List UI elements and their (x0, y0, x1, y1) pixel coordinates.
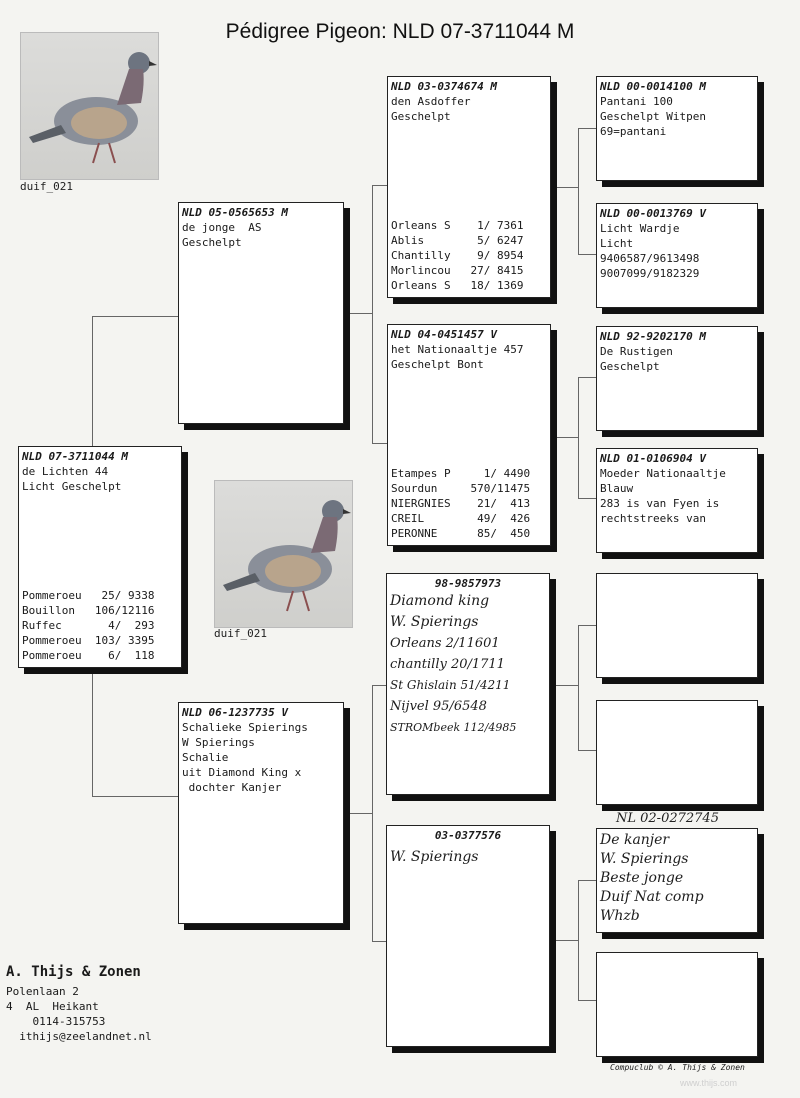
race-results (391, 466, 547, 541)
handwritten-line: Duif Nat comp (600, 889, 704, 905)
connector-line (92, 796, 179, 797)
card-line: Licht (600, 237, 634, 250)
pigeon-photo-top (20, 32, 159, 180)
handwritten-line: St Ghislain 51/4211 (390, 678, 511, 692)
connector-line (578, 377, 597, 378)
ring-number: NLD 00-0014100 M (600, 80, 706, 93)
connector-line (578, 625, 579, 750)
connector-line (372, 185, 388, 186)
breeder-line: 4 AL Heikant (6, 1000, 99, 1013)
handwritten-line: Nijvel 95/6548 (390, 699, 487, 714)
pigeon-photo-mid (214, 480, 353, 628)
ring-number: NLD 06-1237735 V (182, 706, 288, 719)
connector-line (578, 128, 579, 254)
ring-number: 03-0377576 (434, 829, 502, 842)
card-line: Geschelpt (600, 360, 660, 373)
watermark: www.thijs.com (680, 1078, 738, 1088)
card-line: De Rustigen (600, 345, 673, 358)
connector-line (92, 668, 93, 796)
dam-card[interactable] (178, 702, 344, 924)
race-results (391, 218, 547, 293)
dam-dam-sire-card[interactable] (596, 828, 758, 933)
connector-line (578, 498, 597, 499)
card-line: den Asdoffer (391, 95, 471, 108)
race-result: Pommeroeu 25/ 9338 (22, 589, 155, 602)
page-title: Pédigree Pigeon: NLD 07-3711044 M (225, 20, 575, 43)
card-line: Blauw (600, 482, 634, 495)
card-line: 9406587/9613498 (600, 252, 700, 265)
sire-sire-sire-card[interactable] (596, 76, 758, 181)
card-line: de jonge AS (182, 221, 262, 234)
photo-caption-top: duif_021 (20, 180, 73, 193)
handwritten-line: Diamond king (390, 593, 490, 609)
race-result: Morlincou 27/ 8415 (391, 264, 524, 277)
dam-sire-sire-card[interactable] (596, 573, 758, 678)
dam-dam-dam-card[interactable] (596, 952, 758, 1057)
breeder-line: 0114-315753 (6, 1015, 106, 1028)
pigeon-illustration (21, 33, 158, 179)
connector-line (552, 940, 578, 941)
card-line: W Spierings (182, 736, 255, 749)
race-result: Pommeroeu 6/ 118 (22, 649, 155, 662)
breeder-line: Polenlaan 2 (6, 985, 79, 998)
connector-line (578, 880, 597, 881)
ring-number: NLD 00-0013769 V (600, 207, 706, 220)
ring-number: NLD 03-0374674 M (391, 80, 497, 93)
card-line: Licht Wardje (600, 222, 680, 235)
card-line: Geschelpt (391, 110, 451, 123)
connector-line (578, 128, 597, 129)
connector-line (578, 880, 579, 1000)
card-line: Schalie (182, 751, 229, 764)
connector-line (372, 685, 373, 941)
connector-line (552, 437, 578, 438)
race-result: Etampes P 1/ 4490 (391, 467, 531, 480)
card-line: Geschelpt Bont (391, 358, 484, 371)
dam-dam-card[interactable] (386, 825, 550, 1047)
card-line: 69=pantani (600, 125, 667, 138)
connector-line (578, 377, 579, 498)
race-result: Sourdun 570/11475 (391, 482, 531, 495)
handwritten-line: W. Spierings (390, 849, 479, 865)
footer-credit: Compuclub © A. Thijs & Zonen (610, 1063, 745, 1072)
card-line: uit Diamond King x (182, 766, 302, 779)
race-result: PERONNE 85/ 450 (391, 527, 531, 540)
handwritten-line: W. Spierings (600, 851, 689, 867)
handwritten-line: chantilly 20/1711 (390, 657, 505, 672)
card-line: Schalieke Spierings (182, 721, 308, 734)
race-result: Orleans S 1/ 7361 (391, 219, 524, 232)
sire-dam-sire-card[interactable] (596, 326, 758, 431)
connector-line (578, 750, 597, 751)
card-line: 283 is van Fyen is (600, 497, 720, 510)
breeder-name: A. Thijs & Zonen (6, 964, 141, 980)
connector-line (552, 187, 578, 188)
ring-number: NLD 92-9202170 M (600, 330, 706, 343)
race-result: Ablis 5/ 6247 (391, 234, 524, 247)
connector-line (92, 316, 93, 448)
connector-line (92, 316, 179, 317)
connector-line (372, 443, 388, 444)
sire-dam-card[interactable] (387, 324, 551, 546)
pigeon-illustration (215, 481, 352, 627)
sire-card[interactable] (178, 202, 344, 424)
breeder-line: ithijs@zeelandnet.nl (6, 1030, 152, 1043)
race-result: Orleans S 18/ 1369 (391, 279, 524, 292)
race-result: Bouillon 106/12116 (22, 604, 155, 617)
dam-sire-card[interactable] (386, 573, 550, 795)
card-line: 9007099/9182329 (600, 267, 700, 280)
photo-caption-mid: duif_021 (214, 627, 267, 640)
ring-number: 98-9857973 (434, 577, 502, 590)
card-line: Moeder Nationaaltje (600, 467, 726, 480)
breeder-info (6, 965, 152, 1044)
race-results (22, 588, 178, 663)
handwritten-line: Beste jonge (600, 870, 684, 886)
handwritten-ring-note: NL 02-0272745 (616, 811, 719, 826)
race-result: NIERGNIES 21/ 413 (391, 497, 531, 510)
connector-line (372, 185, 373, 443)
card-line: Geschelpt Witpen (600, 110, 706, 123)
dam-sire-dam-card[interactable] (596, 700, 758, 805)
ring-number: NLD 01-0106904 V (600, 452, 706, 465)
race-result: CREIL 49/ 426 (391, 512, 531, 525)
card-line: rechtstreeks van (600, 512, 706, 525)
sire-dam-dam-card[interactable] (596, 448, 758, 553)
handwritten-line: Orleans 2/11601 (390, 636, 500, 651)
connector-line (578, 254, 597, 255)
sire-sire-dam-card[interactable] (596, 203, 758, 308)
connector-line (578, 625, 597, 626)
handwritten-line: W. Spierings (390, 614, 479, 630)
connector-line (344, 813, 372, 814)
race-result: Chantilly 9/ 8954 (391, 249, 524, 262)
handwritten-line: De kanjer (600, 832, 670, 848)
race-result: Pommeroeu 103/ 3395 (22, 634, 155, 647)
card-line: dochter Kanjer (182, 781, 282, 794)
connector-line (578, 1000, 597, 1001)
connector-line (552, 685, 578, 686)
handwritten-line: STROMbeek 112/4985 (390, 721, 517, 734)
sire-sire-card[interactable] (387, 76, 551, 298)
card-line: Licht Geschelpt (22, 480, 122, 493)
connector-line (344, 313, 372, 314)
card-line: de Lichten 44 (22, 465, 109, 478)
subject-card[interactable] (18, 446, 182, 668)
card-line: Geschelpt (182, 236, 242, 249)
ring-number: NLD 05-0565653 M (182, 206, 288, 219)
card-line: het Nationaaltje 457 (391, 343, 524, 356)
race-result: Ruffec 4/ 293 (22, 619, 155, 632)
ring-number: NLD 04-0451457 V (391, 328, 497, 341)
ring-number: NLD 07-3711044 M (22, 450, 128, 463)
handwritten-line: Whzb (600, 908, 640, 924)
card-line: Pantani 100 (600, 95, 673, 108)
